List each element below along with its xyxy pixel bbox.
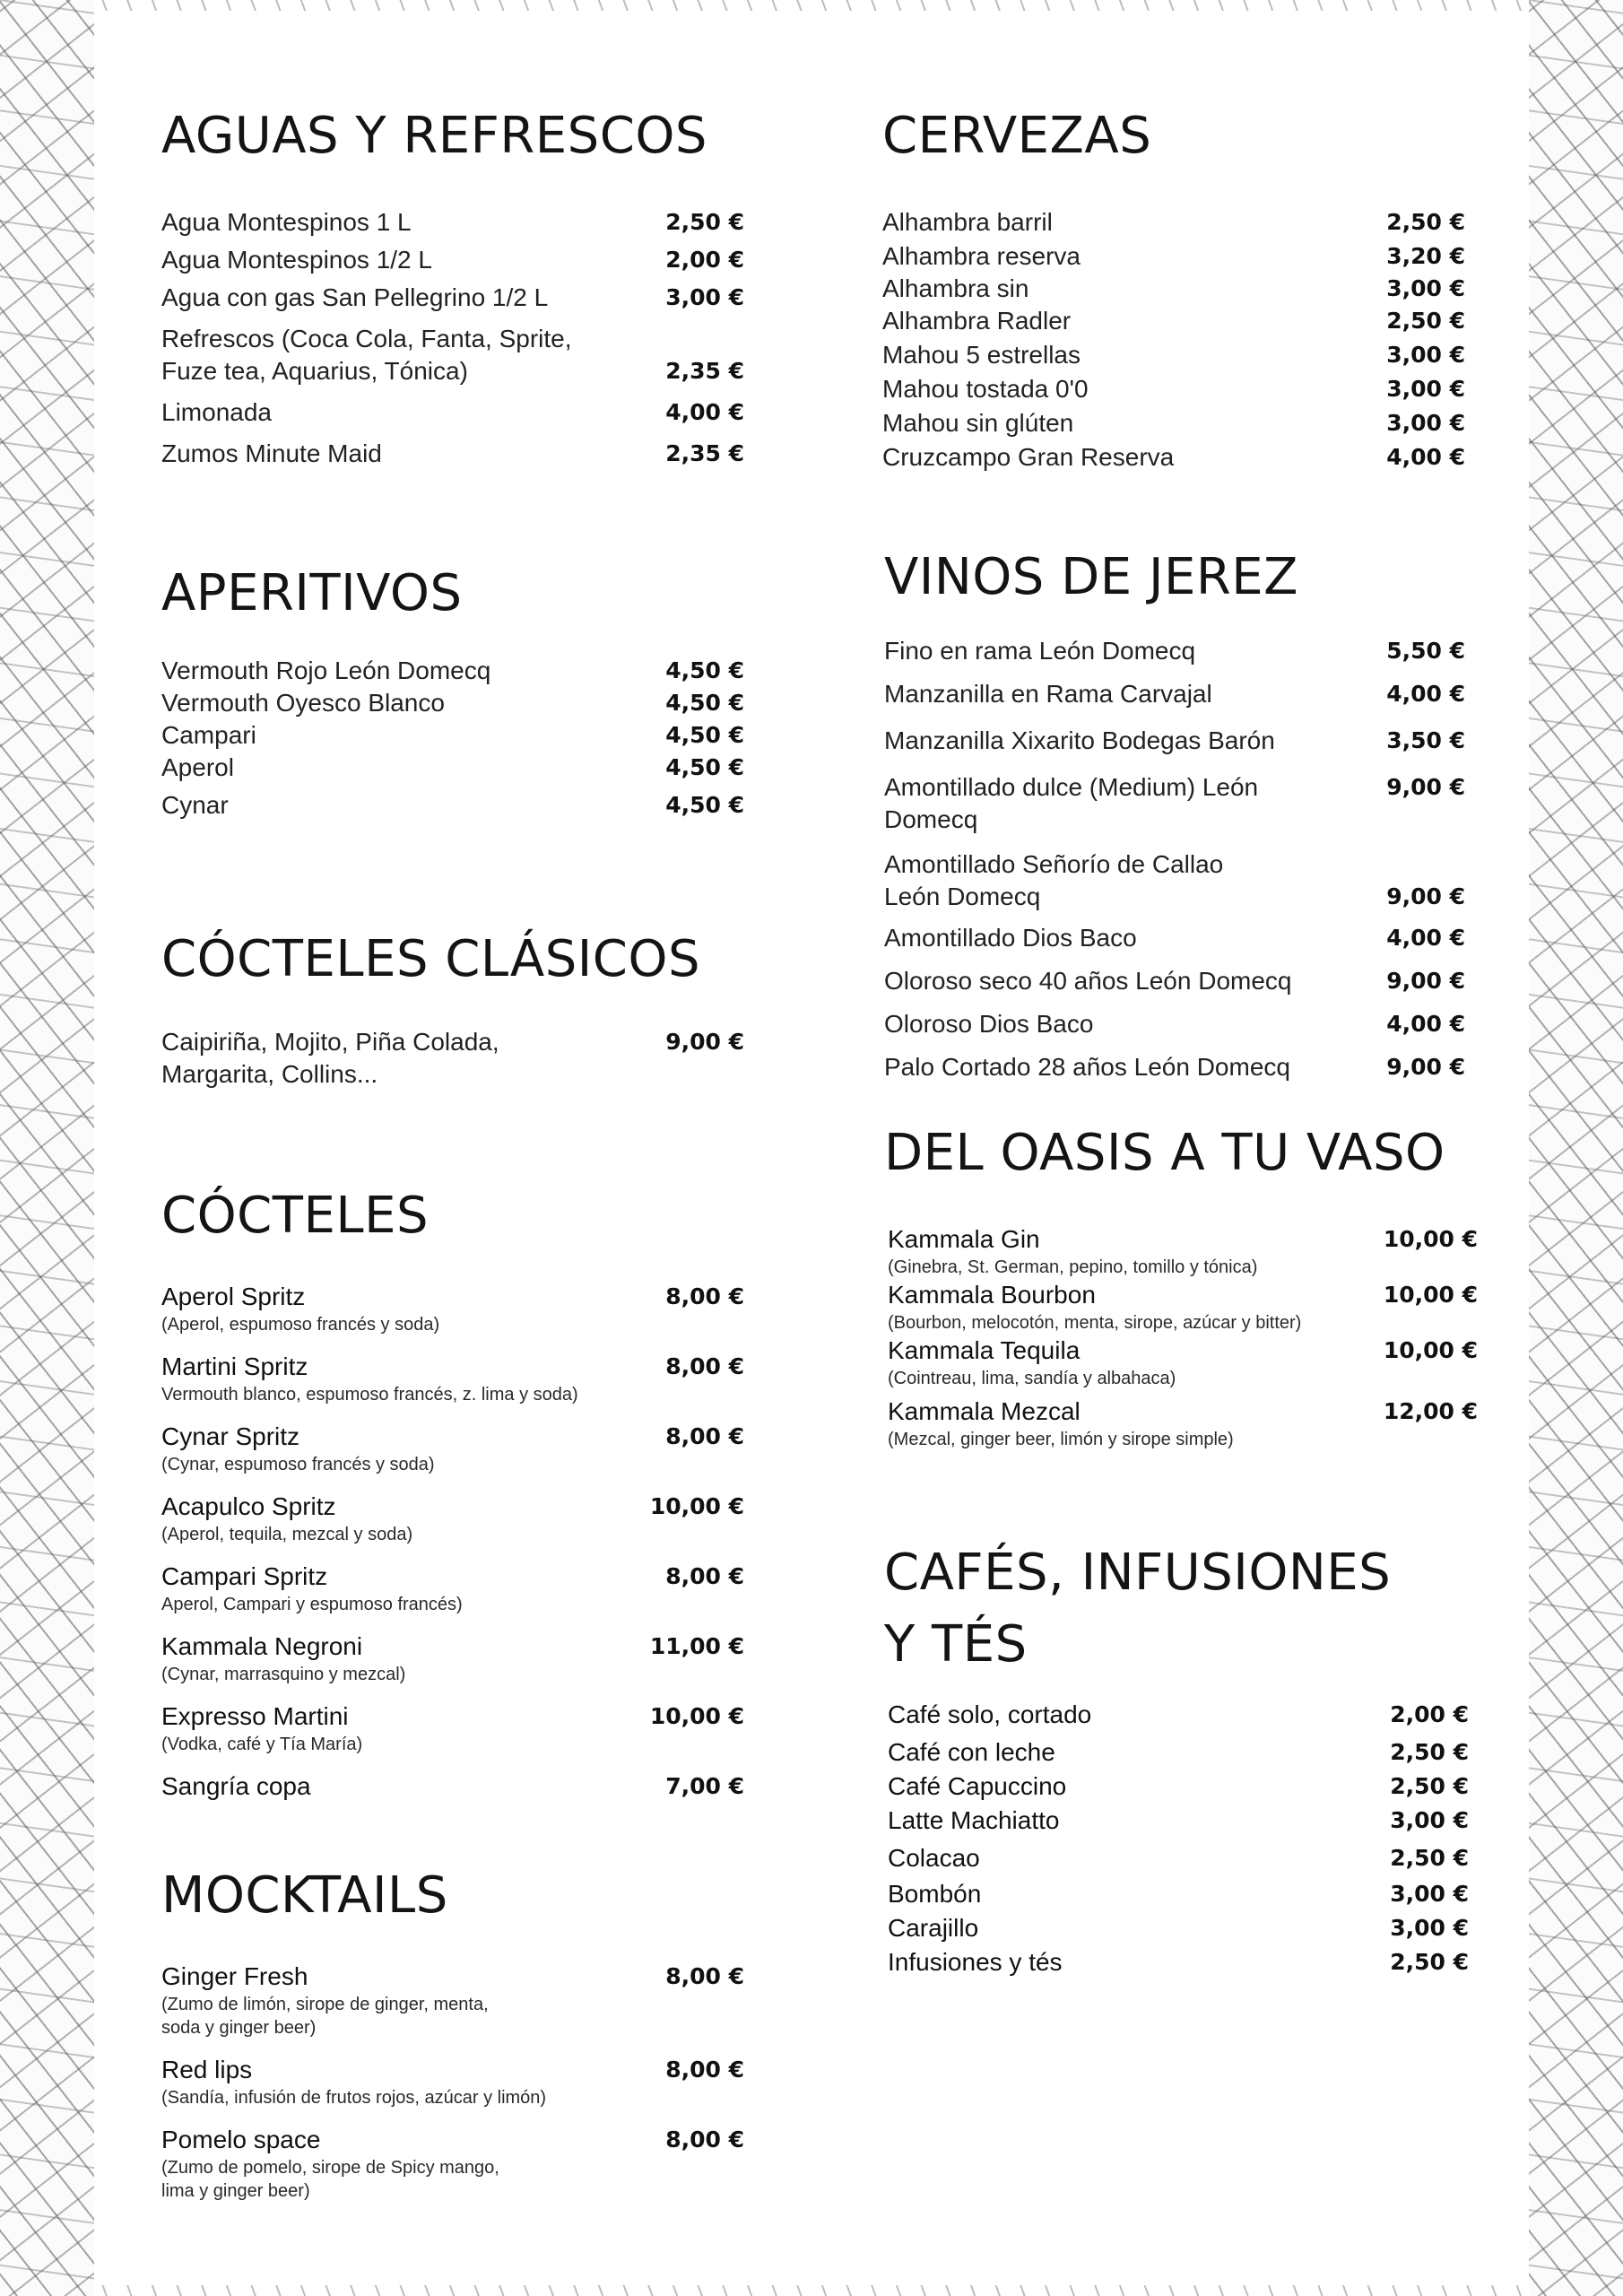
item-price: 3,00 € (1390, 1807, 1469, 1833)
menu-item (882, 305, 1465, 337)
menu-item (888, 1946, 1469, 1979)
menu-item (884, 635, 1465, 667)
item-name: Martini Spritz (161, 1352, 308, 1380)
menu-item (882, 373, 1465, 405)
item-price: 10,00 € (649, 1493, 744, 1519)
item-name-line-2: León Domecq (884, 883, 1041, 910)
menu-item (888, 1805, 1469, 1837)
section-oasis (884, 1118, 1478, 1451)
item-name: Cynar (161, 791, 229, 819)
item-price: 5,50 € (1386, 638, 1465, 664)
item-price: 4,00 € (1386, 681, 1465, 707)
menu-item (884, 725, 1465, 757)
section-title: CÓCTELES CLÁSICOS (161, 930, 700, 988)
item-price: 3,00 € (1386, 410, 1465, 436)
section-cervezas (882, 100, 1465, 474)
item-name (884, 771, 1258, 836)
menu-item (161, 1351, 744, 1406)
menu-item (882, 240, 1465, 273)
item-description-line-2: soda y ginger beer) (161, 2018, 317, 2038)
item-price: 2,50 € (1386, 209, 1465, 235)
item-name (161, 1026, 499, 1091)
item-price: 9,00 € (1386, 883, 1465, 909)
item-name: Agua Montespinos 1/2 L (161, 246, 432, 274)
item-price: 2,50 € (1390, 1739, 1469, 1765)
item-price: 2,50 € (1390, 1949, 1469, 1975)
item-name: Kammala Mezcal (888, 1397, 1081, 1425)
item-name: Palo Cortado 28 años León Domecq (884, 1053, 1290, 1081)
item-price: 4,50 € (665, 754, 744, 780)
item-name: Manzanilla en Rama Carvajal (884, 680, 1212, 708)
item-price: 10,00 € (1383, 1337, 1478, 1363)
item-price: 2,35 € (665, 440, 744, 466)
item-name: Kammala Gin (888, 1225, 1040, 1253)
item-price: 4,50 € (665, 722, 744, 748)
item-name-line-2: Domecq (884, 805, 978, 833)
item-name: Alhambra sin (882, 274, 1029, 302)
menu-item (888, 1770, 1469, 1803)
section-title: CÓCTELES (161, 1187, 429, 1245)
item-description: (Aperol, tequila, mezcal y soda) (161, 1525, 413, 1544)
item-name: Agua Montespinos 1 L (161, 208, 412, 236)
item-name: Alhambra Radler (882, 307, 1072, 335)
menu-item (161, 206, 744, 239)
menu-item (882, 273, 1465, 305)
item-price: 4,00 € (1386, 1011, 1465, 1037)
item-name: Manzanilla Xixarito Bodegas Barón (884, 726, 1275, 754)
item-description: Aperol, Campari y espumoso francés) (161, 1595, 463, 1614)
menu-item (161, 1961, 744, 2039)
section-cafes (884, 1537, 1469, 1979)
item-name: Kammala Tequila (888, 1336, 1081, 1364)
item-description: (Aperol, espumoso francés y soda) (161, 1315, 440, 1335)
item-price: 10,00 € (1383, 1282, 1478, 1308)
item-description: (Zumo de limón, sirope de ginger, menta, (161, 1995, 489, 2014)
item-name: Agua con gas San Pellegrino 1/2 L (161, 283, 549, 311)
item-description: (Sandía, infusión de frutos rojos, azúcar y limón) (161, 2088, 547, 2108)
item-name: Colacao (888, 1844, 980, 1872)
item-price: 2,50 € (1390, 1845, 1469, 1871)
menu-item (884, 1008, 1465, 1040)
menu-item (161, 438, 744, 470)
menu-item (888, 1842, 1469, 1874)
section-title-line-2: Y TÉS (884, 1615, 1028, 1674)
menu-item (884, 965, 1465, 997)
item-description: (Cynar, marrasquino y mezcal) (161, 1665, 406, 1684)
menu-item (161, 1561, 744, 1616)
section-aperitivos (161, 558, 744, 822)
decorative-leaf-pattern-right (1529, 0, 1623, 2296)
item-price: 3,00 € (1390, 1881, 1469, 1907)
item-name-line-1: Amontillado dulce (Medium) León (884, 773, 1259, 801)
section-title: APERITIVOS (161, 564, 463, 622)
item-name (161, 323, 572, 387)
item-name: Vermouth Oyesco Blanco (161, 689, 445, 717)
item-name: Vermouth Rojo León Domecq (161, 657, 491, 684)
menu-item (888, 1912, 1469, 1944)
item-name-line-1: Refrescos (Coca Cola, Fanta, Sprite, (161, 325, 572, 352)
decorative-top-strip (94, 0, 1529, 11)
item-name: Café con leche (888, 1738, 1055, 1766)
item-description: (Mezcal, ginger beer, limón y sirope simple) (888, 1430, 1234, 1449)
menu-item (161, 655, 744, 687)
item-price: 11,00 € (649, 1633, 744, 1659)
item-price: 4,50 € (665, 657, 744, 683)
item-name: Amontillado Dios Baco (884, 924, 1137, 952)
section-title: MOCKTAILS (161, 1866, 448, 1925)
section-cocteles-clasicos (161, 924, 744, 1091)
item-name: Sangría copa (161, 1772, 311, 1800)
section-title: VINOS DE JEREZ (884, 548, 1298, 606)
menu-item (161, 719, 744, 752)
item-price: 2,50 € (1390, 1773, 1469, 1799)
item-price: 4,50 € (665, 690, 744, 716)
item-name: Bombón (888, 1880, 982, 1908)
item-name: Limonada (161, 398, 272, 426)
menu-item (882, 407, 1465, 439)
item-name: Oloroso seco 40 años León Domecq (884, 967, 1292, 995)
menu-item (884, 1051, 1465, 1083)
item-name: Mahou sin glúten (882, 409, 1074, 437)
item-price: 2,50 € (1386, 308, 1465, 334)
section-title: AGUAS Y REFRESCOS (161, 107, 707, 165)
menu-item (161, 244, 744, 276)
item-price: 3,00 € (1386, 376, 1465, 402)
item-price: 4,50 € (665, 792, 744, 818)
menu-item (161, 1770, 744, 1803)
item-name: Pomelo space (161, 2126, 321, 2153)
item-price: 3,50 € (1386, 727, 1465, 753)
menu-item (161, 1700, 744, 1756)
item-name: Oloroso Dios Baco (884, 1010, 1094, 1038)
section-title: DEL OASIS A TU VASO (884, 1124, 1445, 1182)
item-price: 2,00 € (1390, 1701, 1469, 1727)
item-price: 8,00 € (665, 1283, 744, 1309)
item-price: 3,00 € (1390, 1915, 1469, 1941)
item-name-line-1: Amontillado Señorío de Callao (884, 850, 1224, 878)
item-price: 10,00 € (649, 1703, 744, 1729)
menu-item (888, 1335, 1478, 1390)
item-name: Expresso Martini (161, 1702, 349, 1730)
menu-item (161, 1281, 744, 1336)
item-price: 3,00 € (665, 284, 744, 310)
item-name: Cynar Spritz (161, 1422, 300, 1450)
menu-item (161, 687, 744, 719)
menu-item (888, 1699, 1469, 1731)
item-name: Aperol Spritz (161, 1283, 306, 1310)
menu-item (161, 1491, 744, 1546)
section-title-line-1: CAFÉS, INFUSIONES (884, 1544, 1392, 1602)
menu-item (882, 441, 1465, 474)
item-price: 4,00 € (665, 399, 744, 425)
item-name: Kammala Bourbon (888, 1281, 1096, 1309)
item-description: (Bourbon, melocotón, menta, sirope, azúcar y bitter) (888, 1313, 1302, 1333)
item-price: 12,00 € (1383, 1398, 1478, 1424)
item-name: Infusiones y tés (888, 1948, 1063, 1976)
item-price: 4,00 € (1386, 925, 1465, 951)
item-price: 2,00 € (665, 247, 744, 273)
item-name: Zumos Minute Maid (161, 439, 382, 467)
item-name: Mahou 5 estrellas (882, 341, 1081, 369)
menu-item (161, 752, 744, 784)
item-name: Campari Spritz (161, 1562, 328, 1590)
menu-item (161, 1421, 744, 1476)
item-name: Kammala Negroni (161, 1632, 363, 1660)
decorative-bottom-strip (94, 2285, 1529, 2296)
item-price: 8,00 € (665, 1963, 744, 1989)
menu-item (161, 1026, 744, 1091)
section-title: CERVEZAS (882, 107, 1152, 165)
menu-item (161, 789, 744, 822)
item-name (884, 848, 1223, 913)
item-price: 4,00 € (1386, 444, 1465, 470)
item-name: Campari (161, 721, 256, 749)
menu-item (888, 1396, 1478, 1451)
item-price: 8,00 € (665, 1423, 744, 1449)
menu-item (161, 1631, 744, 1686)
menu-item (884, 922, 1465, 954)
item-price: 3,00 € (1386, 342, 1465, 368)
item-name-line-1: Caipiriña, Mojito, Piña Colada, (161, 1028, 499, 1056)
item-price: 10,00 € (1383, 1226, 1478, 1252)
menu-item (161, 2124, 744, 2203)
item-price: 9,00 € (1386, 774, 1465, 800)
item-price: 8,00 € (665, 1353, 744, 1379)
item-name: Café Capuccino (888, 1772, 1067, 1800)
item-price: 3,00 € (1386, 275, 1465, 301)
menu-item (882, 339, 1465, 371)
item-name-line-2: Fuze tea, Aquarius, Tónica) (161, 357, 468, 385)
item-price: 8,00 € (665, 2126, 744, 2152)
item-name: Alhambra reserva (882, 242, 1081, 270)
section-cocteles (161, 1180, 744, 1803)
item-description: (Cynar, espumoso francés y soda) (161, 1455, 435, 1474)
item-name-line-2: Margarita, Collins... (161, 1060, 378, 1088)
item-name: Aperol (161, 753, 234, 781)
item-name: Carajillo (888, 1914, 979, 1942)
menu-item (888, 1223, 1478, 1279)
menu-item (888, 1279, 1478, 1335)
menu-item (884, 678, 1465, 710)
menu-item (888, 1878, 1469, 1910)
item-description: (Cointreau, lima, sandía y albahaca) (888, 1369, 1176, 1388)
menu-item (884, 848, 1465, 913)
menu-item (161, 323, 744, 387)
item-price: 8,00 € (665, 2057, 744, 2083)
item-name: Acapulco Spritz (161, 1492, 336, 1520)
item-price: 2,50 € (665, 209, 744, 235)
item-description: (Zumo de pomelo, sirope de Spicy mango, (161, 2158, 499, 2178)
item-description-line-2: lima y ginger beer) (161, 2181, 310, 2201)
item-name: Café solo, cortado (888, 1700, 1092, 1728)
item-name: Cruzcampo Gran Reserva (882, 443, 1175, 471)
section-title (884, 1537, 1469, 1681)
item-price: 9,00 € (1386, 968, 1465, 994)
menu-item (882, 206, 1465, 239)
menu-item (888, 1736, 1469, 1769)
section-vinos-jerez (884, 542, 1465, 1083)
item-name: Ginger Fresh (161, 1962, 308, 1990)
item-price: 9,00 € (665, 1029, 744, 1055)
item-price: 3,20 € (1386, 243, 1465, 269)
section-aguas-refrescos (161, 100, 744, 470)
item-price: 8,00 € (665, 1563, 744, 1589)
item-price: 2,35 € (665, 358, 744, 384)
item-name: Fino en rama León Domecq (884, 637, 1196, 665)
item-name: Red lips (161, 2056, 253, 2083)
menu-item (161, 282, 744, 314)
item-description: (Ginebra, St. German, pepino, tomillo y tónica) (888, 1257, 1258, 1277)
menu-item (161, 396, 744, 429)
item-description: (Vodka, café y Tía María) (161, 1735, 363, 1754)
menu-item (161, 2054, 744, 2109)
item-name: Latte Machiatto (888, 1806, 1060, 1834)
item-description: Vermouth blanco, espumoso francés, z. lima y soda) (161, 1385, 578, 1405)
item-price: 9,00 € (1386, 1054, 1465, 1080)
decorative-leaf-pattern-left (0, 0, 94, 2296)
item-name: Mahou tostada 0'0 (882, 375, 1089, 403)
section-mocktails (161, 1860, 744, 2203)
item-name: Alhambra barril (882, 208, 1053, 236)
item-price: 7,00 € (665, 1773, 744, 1799)
menu-item (884, 771, 1465, 836)
